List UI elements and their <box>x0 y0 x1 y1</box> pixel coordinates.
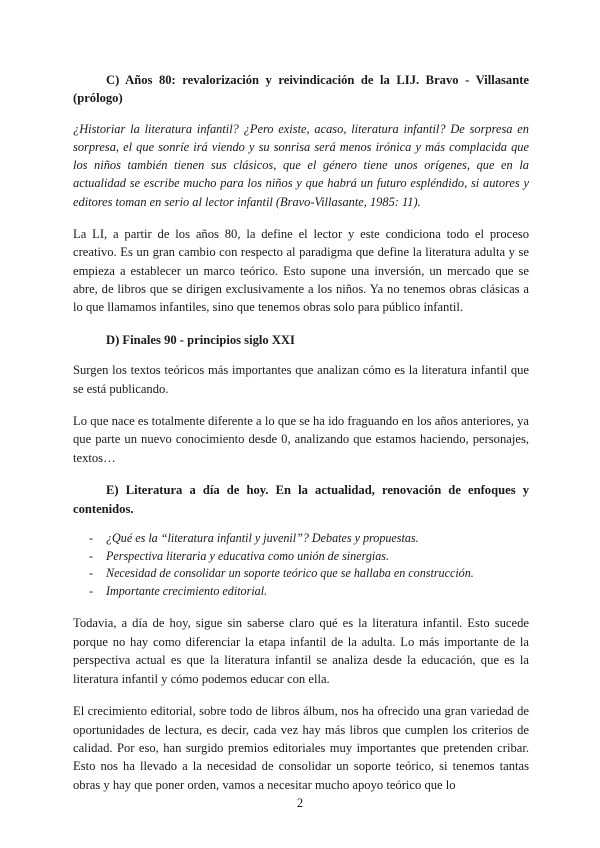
section-e-bullet-list <box>73 530 529 600</box>
list-item-text: Necesidad de consolidar un soporte teórico que se hallaba en construcción. <box>106 566 474 581</box>
list-item-text: Importante crecimiento editorial. <box>106 583 268 598</box>
section-d-heading: D) Finales 90 - principios siglo XXI <box>106 332 295 347</box>
list-item-text: ¿Qué es la “literatura infantil y juvenil”? Debates y propuestas. <box>106 531 419 546</box>
section-e-paragraph-2: El crecimiento editorial, sobre todo de libros álbum, nos ha ofrecido una gran variedad de oportunidades de lectura, es decir, cada vez hay más libros que cumplen los criterios de calidad. Por eso, han surgido premios editoriales muy importantes que pretenden cribar. Esto nos ha llevado a la necesidad de consolidar un soporte teórico, si tenemos tantas obras y hay que poner orden, vamos a necesitar mucho apoyo teórico que lo <box>73 704 529 792</box>
section-c-paragraph: La LI, a partir de los años 80, la define el lector y este condiciona todo el proceso creativo. Es un gran cambio con respecto al paradigma que define la literatura adulta y se empieza a establecer un marco teórico. Esto supone una inversión, un mercado que se abre, de libros que se dirigen exclusivamente a los niños. Ya no tenemos obras clásicas a lo que llamamos infantiles, sino que tenemos obras solo para público infantil. <box>73 226 529 315</box>
list-item <box>73 565 529 583</box>
section-c-quote: ¿Historiar la literatura infantil? ¿Pero existe, acaso, literatura infantil? De sorpresa en sorpresa, el que sonríe irá viendo y su sonrisa será menos irónica y más complacida que los niños también tienen sus clásicos, que el género tiene unos orígenes, que en la actualidad se escribe mucho para los niños y que habrá un futuro espléndido, si autores y editores toman en serio al lector infantil (Bravo-Villasante, 1985: 11). <box>73 121 529 209</box>
bullet-dash: - <box>89 548 94 563</box>
section-e-heading: E) Literatura a día de hoy. En la actualidad, renovación de enfoques y contenidos. <box>73 483 529 516</box>
list-item-text: Perspectiva literaria y educativa como unión de sinergias. <box>106 548 390 563</box>
list-item <box>73 583 529 601</box>
bullet-dash: - <box>89 566 94 581</box>
section-d-paragraph-1: Surgen los textos teóricos más importantes que analizan cómo es la literatura infantil que se está publicando. <box>73 363 529 396</box>
section-d-paragraph-2: Lo que nace es totalmente diferente a lo que se ha ido fraguando en los años anteriores, ya que parte un nuevo conocimiento desde 0, analizando que estamos haciendo, personajes, textos… <box>73 414 529 465</box>
list-item <box>73 548 529 566</box>
section-e-paragraph-1: Todavia, a día de hoy, sigue sin saberse claro qué es la literatura infantil. Esto sucede porque no hay como diferenciar la etapa infantil de la adulta. Lo más importante de la perspectiva actual es que la literatura infantil se analiza desde la educación, que es la literatura infantil y cómo podemos educar con ella. <box>73 616 529 686</box>
page-number: 2 <box>296 796 304 810</box>
list-item <box>73 530 529 548</box>
section-c-heading: C) Años 80: revalorización y reivindicación de la LIJ. Bravo - Villasante (prólogo) <box>73 73 529 106</box>
bullet-dash: - <box>89 531 94 546</box>
page-content <box>73 71 529 808</box>
bullet-dash: - <box>89 583 94 598</box>
